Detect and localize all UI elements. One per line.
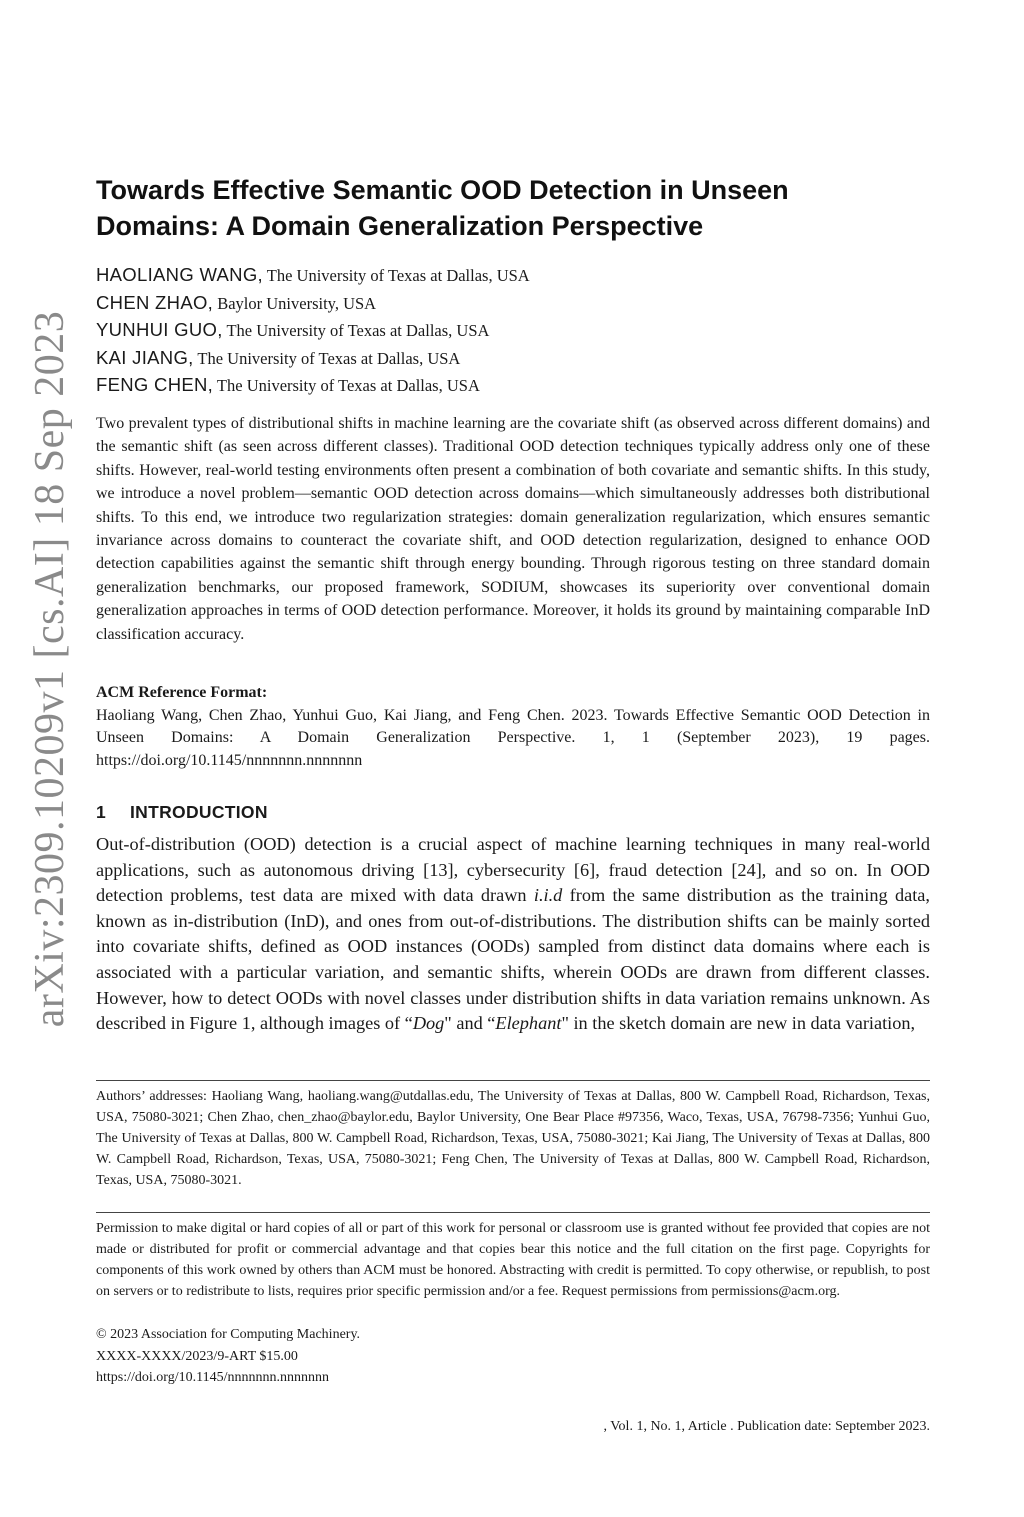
section-heading-introduction [96, 802, 268, 823]
acm-reference-format [96, 682, 930, 772]
permission-divider [96, 1212, 930, 1213]
intro-emphasis-elephant: Elephant [495, 1013, 562, 1034]
arxiv-identifier[interactable]: arXiv:2309.10209v1 [cs.AI] 18 Sep 2023 [27, 310, 73, 1028]
author-addresses: Authors’ addresses: Haoliang Wang, haoliang.wang@utdallas.edu, The University of Texas at Dallas, 800 W. Campbell Road, Richardson, Texas, USA, 75080-3021; Chen Zhao, chen_zhao@baylor.edu, Baylor University, One Bear Place #97356, Waco, Texas, USA, 76798-7356; Yunhui Guo, The University of Texas at Dallas, 800 W. Campbell Road, Richardson, Texas, USA, 75080-3021; Kai Jiang, The University of Texas at Dallas, 800 W. Campbell Road, Richardson, Texas, USA, 75080-3021; Feng Chen, The University of Texas at Dallas, 800 W. Campbell Road, Richardson, Texas, USA, 75080-3021. [96, 1089, 930, 1188]
section-number: 1 [96, 802, 107, 822]
intro-text: Out-of-distribution (OOD) detection is a crucial aspect of machine learning techniques in many real-world applications, such as autonomous driving [13], cybersecurity [6], fraud detection [24], and so on. In OOD detection problems, test data are mixed with data drawn [96, 834, 930, 906]
intro-emphasis-dog: Dog [412, 1013, 445, 1034]
introduction-paragraph [96, 832, 930, 1037]
acm-reference-heading: ACM Reference Format: [96, 684, 268, 701]
intro-text: from the same distribution as the training data, known as in-distribution (InD), and ones from out-of-distributions. The distribution shifts can be mainly sorted into covariate shifts, defined as OOD instances (OODs) sampled from distinct data domains where each is associated with a particular variation, and semantic shifts, wherein OODs are drawn from different classes. However, how to detect OODs with novel classes under distribution shifts in data variation remains unknown. As described in Figure 1, although images of “ [96, 885, 930, 1034]
permission-notice: Permission to make digital or hard copies of all or part of this work for personal or classroom use is granted without fee provided that copies are not made or distributed for profit or commercial advantage and that copies bear this notice and the full citation on the first page. Copyrights for components of this work owned by others than ACM must be honored. Abstracting with credit is permitted. To copy otherwise, or republish, to post on servers or to redistribute to lists, requires prior specific permission and/or a fee. Request permissions from permissions@acm.org. [96, 1221, 930, 1299]
intro-text: " and “ [444, 1013, 496, 1034]
price-line: XXXX-XXXX/2023/9-ART $15.00 [96, 1348, 298, 1364]
author-entry [96, 347, 930, 375]
author-affiliation: The University of Texas at Dallas, USA [222, 321, 490, 340]
author-entry [96, 292, 930, 320]
copyright-block [96, 1324, 930, 1389]
author-affiliation: The University of Texas at Dallas, USA [262, 266, 530, 285]
title-line-1: Towards Effective Semantic OOD Detection in Unseen [96, 175, 789, 205]
page-footer: , Vol. 1, No. 1, Article . Publication date: September 2023. [603, 1419, 930, 1434]
abstract: Two prevalent types of distributional shifts in machine learning are the covariate shift (as observed across different domains) and the semantic shift (as seen across different classes). Traditional OOD detection techniques typically address only one of these shifts. However, real-world testing environments often present a combination of both covariate and semantic shifts. In this study, we introduce a novel problem—semantic OOD detection across domains—which simultaneously addresses both distributional shifts. To this end, we introduce two regularization strategies: domain generalization regularization, which ensures semantic invariance across domains to counteract the covariate shift, and OOD detection regularization, designed to enhance OOD detection capabilities against the semantic shift through energy bounding. Through rigorous testing on three standard domain generalization benchmarks, our proposed framework, SODIUM, showcases its superiority over conventional domain generalization approaches in terms of OOD detection performance. Moreover, it holds its ground by maintaining comparable InD classification accuracy. [96, 415, 930, 643]
copyright-line: © 2023 Association for Computing Machinery. [96, 1327, 361, 1342]
author-name: KAI JIANG, [96, 346, 194, 368]
author-affiliation: Baylor University, USA [213, 293, 377, 313]
intro-text: " in the sketch domain are new in data variation, [561, 1013, 916, 1034]
intro-emphasis-iid: i.i.d [533, 885, 563, 906]
title-line-2: Domains: A Domain Generalization Perspective [96, 211, 704, 241]
author-name: HAOLIANG WANG, [96, 264, 263, 285]
acm-reference-text: Haoliang Wang, Chen Zhao, Yunhui Guo, Kai Jiang, and Feng Chen. 2023. Towards Effective Semantic OOD Detection in Unseen Domains: A Domain Generalization Perspective. 1, 1 (September 2023), 19 pages. https://doi.org/10.1145/nnnnnnn.nnnnnnn [96, 706, 930, 769]
section-title: INTRODUCTION [130, 802, 268, 822]
author-affiliation: The University of Texas at Dallas, USA [213, 376, 480, 395]
arxiv-sidebar-stamp [24, 308, 76, 1030]
author-name: FENG CHEN, [96, 374, 214, 395]
doi-link[interactable]: https://doi.org/10.1145/nnnnnnn.nnnnnnn [96, 1370, 329, 1385]
footnote-divider [96, 1080, 930, 1081]
paper-title [96, 172, 930, 244]
author-affiliation: The University of Texas at Dallas, USA [193, 348, 461, 368]
author-entry [96, 319, 930, 347]
author-entry [96, 374, 930, 402]
author-entry [96, 264, 930, 292]
author-name: CHEN ZHAO, [96, 291, 214, 313]
author-name: YUNHUI GUO, [96, 319, 223, 340]
author-list [96, 264, 930, 402]
